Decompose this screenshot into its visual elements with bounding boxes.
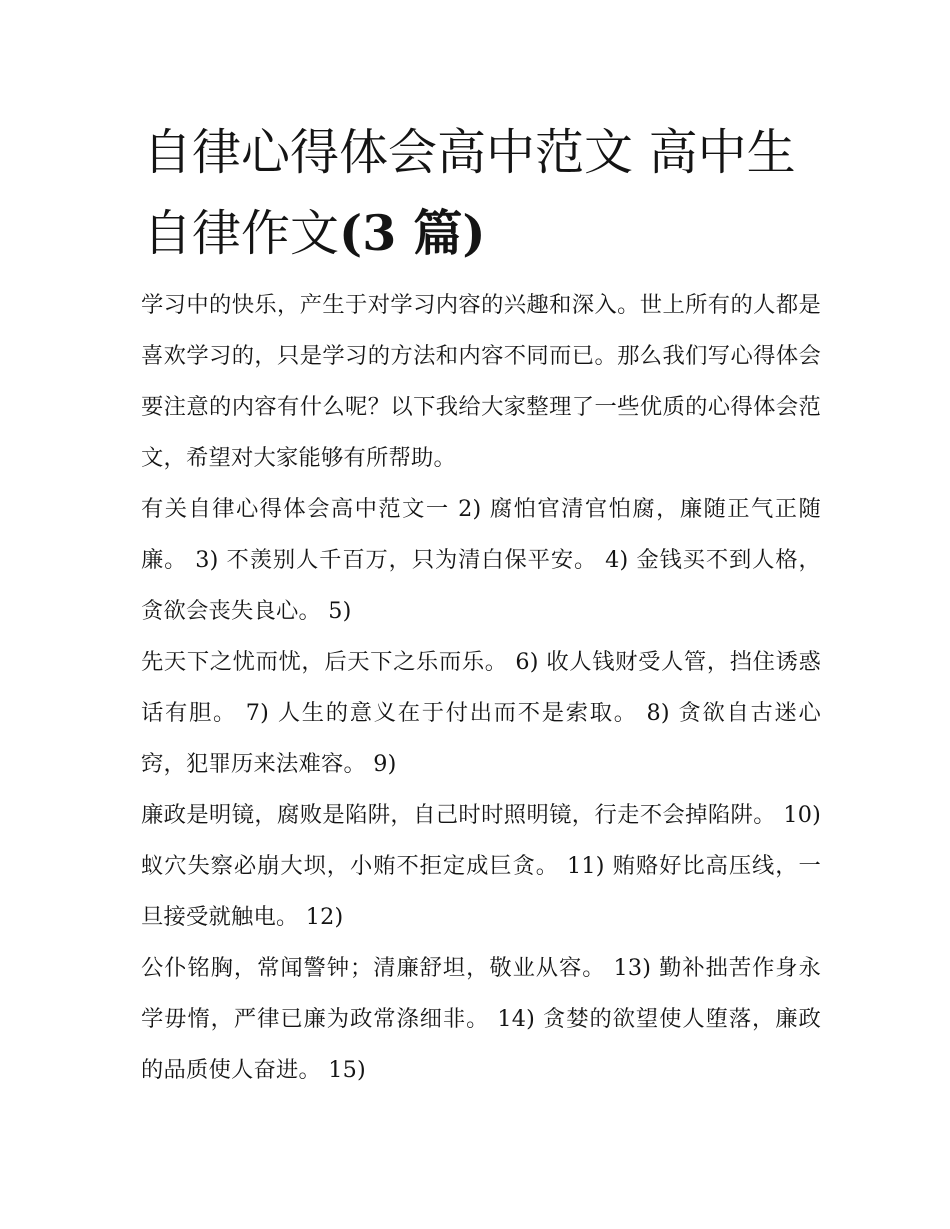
document-body — [141, 280, 821, 1096]
intro-paragraph: 学习中的快乐，产生于对学习内容的兴趣和深入。世上所有的人都是喜欢学习的，只是学习的方法和内容不同而已。那么我们写心得体会要注意的内容有什么呢？以下我给大家整理了一些优质的心得体会范文，希望对大家能够有所帮助。 — [141, 292, 821, 471]
body-paragraph: 公仆铭胸，常闻警钟；清廉舒坦，敬业从容。 13) 勤补拙苦作身永学毋惰，严律已廉为政常涤细非。 14) 贪婪的欲望使人堕落，廉政的品质使人奋进。 15) — [141, 955, 821, 1083]
title-text: 自律心得体会高中范文 高中生自律作文 — [143, 124, 796, 262]
body-paragraph: 有关自律心得体会高中范文一 2) 腐怕官清官怕腐，廉随正气正随廉。 3) 不羡别人千百万，只为清白保平安。 4) 金钱买不到人格，贪欲会丧失良心。 5) — [141, 496, 821, 624]
document-title — [143, 112, 823, 274]
body-paragraph: 先天下之忧而忧，后天下之乐而乐。 6) 收人钱财受人管，挡住诱惑话有胆。 7) 人生的意义在于付出而不是索取。 8) 贪欲自古迷心窍，犯罪历来法难容。 9) — [141, 649, 821, 777]
title-count: (3 篇) — [339, 204, 486, 262]
body-paragraph: 廉政是明镜，腐败是陷阱，自己时时照明镜，行走不会掉陷阱。 10) 蚁穴失察必崩大坝，小贿不拒定成巨贪。 11) 贿赂好比高压线，一旦接受就触电。 12) — [141, 802, 821, 930]
